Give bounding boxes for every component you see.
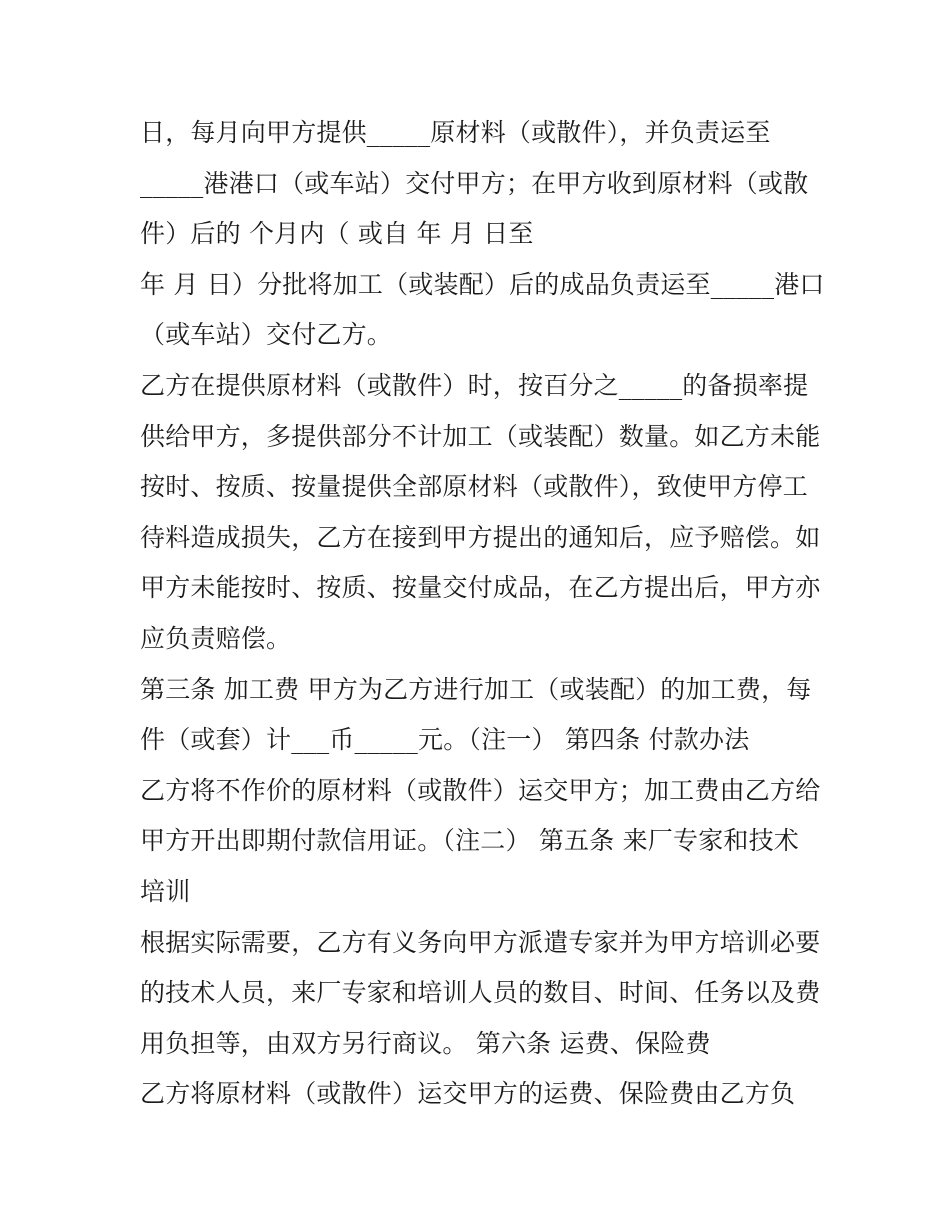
text-line: 应负责赔偿。	[140, 623, 292, 653]
text-line: （或车站）交付乙方。	[140, 320, 393, 350]
text-line: 根据实际需要，乙方有义务向甲方派遣专家并为甲方培训必要	[140, 927, 821, 957]
text-line: _____港港口（或车站）交付甲方；在甲方收到原材料（或散	[140, 168, 809, 198]
text-line: 的技术人员，来厂专家和培训人员的数目、时间、任务以及费	[140, 978, 821, 1008]
text-line: 供给甲方，多提供部分不计加工（或装配）数量。如乙方未能	[140, 421, 821, 451]
text-line: 件）后的 个月内（ 或自 年 月 日至	[140, 219, 534, 249]
text-line: 待料造成损失，乙方在接到甲方提出的通知后，应予赔偿。如	[140, 522, 821, 552]
document-body	[140, 108, 830, 1120]
text-line: 甲方开出即期付款信用证。（注二） 第五条 来厂专家和技术	[140, 826, 799, 856]
text-line: 培训	[140, 876, 191, 906]
text-line: 第三条 加工费 甲方为乙方进行加工（或装配）的加工费，每	[140, 674, 812, 704]
text-line: 乙方在提供原材料（或散件）时，按百分之_____的备损率提	[140, 370, 809, 400]
text-line: 乙方将原材料（或散件）运交甲方的运费、保险费由乙方负	[140, 1079, 796, 1109]
text-line: 甲方未能按时、按质、按量交付成品，在乙方提出后，甲方亦	[140, 573, 821, 603]
text-line: 乙方将不作价的原材料（或散件）运交甲方；加工费由乙方给	[140, 775, 821, 805]
text-line: 年 月 日）分批将加工（或装配）后的成品负责运至_____港口	[140, 269, 825, 299]
text-line: 日，每月向甲方提供_____原材料（或散件），并负责运至	[140, 118, 771, 147]
text-line: 按时、按质、按量提供全部原材料（或散件），致使甲方停工	[140, 472, 808, 502]
text-line: 用负担等，由双方另行商议。 第六条 运费、保险费	[140, 1028, 711, 1058]
text-line: 件（或套）计___币_____元。（注一） 第四条 付款办法	[140, 725, 750, 755]
